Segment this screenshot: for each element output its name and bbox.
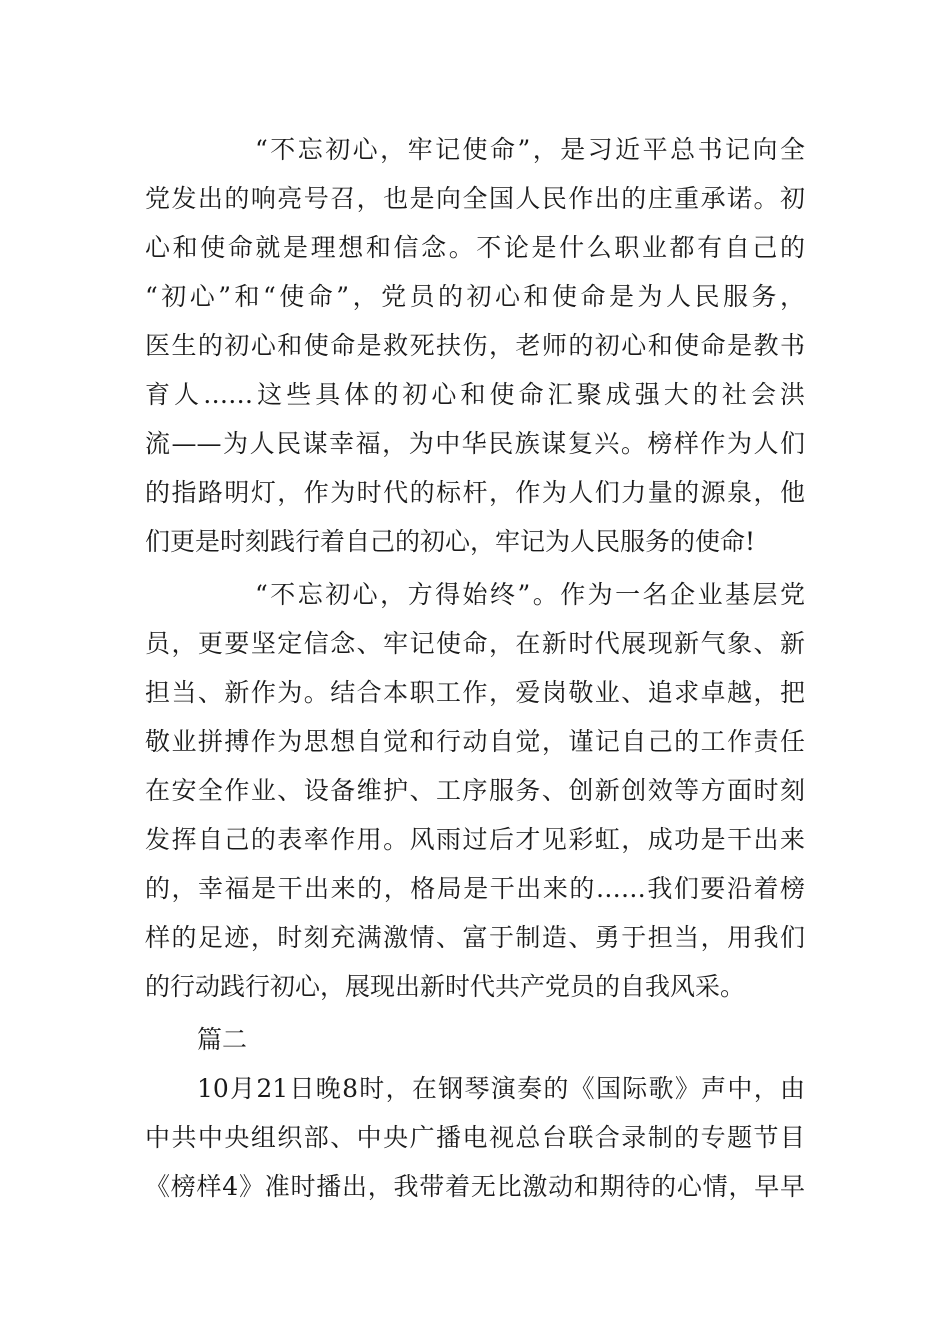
paragraph-2-line-6: 发挥自己的表率作用。风雨过后才见彩虹，成功是干出来 <box>145 825 805 854</box>
paragraph-1-line-5: 医生的初心和使命是救死扶伤，老师的初心和使命是教书 <box>145 331 805 360</box>
paragraph-1-line-4: “初心”和“使命”，党员的初心和使命是为人民服务， <box>145 282 805 311</box>
paragraph-2-line-7: 的，幸福是干出来的，格局是干出来的……我们要沿着榜 <box>145 874 805 903</box>
paragraph-1-line-7: 流——为人民谋幸福，为中华民族谋复兴。榜样作为人们 <box>145 429 805 458</box>
paragraph-1-line-9: 们更是时刻践行着自己的初心，牢记为人民服务的使命! <box>145 527 756 556</box>
paragraph-1-line-8: 的指路明灯，作为时代的标杆，作为人们力量的源泉，他 <box>145 478 805 507</box>
paragraph-2-line-5: 在安全作业、设备维护、工序服务、创新创效等方面时刻 <box>145 776 805 805</box>
paragraph-2-line-1: “不忘初心，方得始终”。作为一名企业基层党 <box>255 580 805 609</box>
paragraph-2-line-8: 样的足迹，时刻充满激情、富于制造、勇于担当，用我们 <box>145 923 805 952</box>
section-heading: 篇二 <box>197 1025 248 1054</box>
paragraph-3-line-3: 《榜样4》准时播出，我带着无比激动和期待的心情，早早 <box>145 1172 805 1201</box>
paragraph-3-line-1: 10月21日晚8时，在钢琴演奏的《国际歌》声中，由 <box>197 1074 805 1103</box>
paragraph-1-line-6: 育人……这些具体的初心和使命汇聚成强大的社会洪 <box>145 380 805 409</box>
paragraph-2-line-4: 敬业拼搏作为思想自觉和行动自觉，谨记自己的工作责任 <box>145 727 805 756</box>
paragraph-2-line-3: 担当、新作为。结合本职工作，爱岗敬业、追求卓越，把 <box>145 678 805 707</box>
paragraph-1-line-2: 党发出的响亮号召，也是向全国人民作出的庄重承诺。初 <box>145 184 805 213</box>
paragraph-2-line-9: 的行动践行初心，展现出新时代共产党员的自我风采。 <box>145 972 746 1001</box>
paragraph-1-line-1: “不忘初心，牢记使命”，是习近平总书记向全 <box>255 135 805 164</box>
paragraph-1-line-3: 心和使命就是理想和信念。不论是什么职业都有自己的 <box>145 233 805 262</box>
paragraph-3-line-2: 中共中央组织部、中央广播电视总台联合录制的专题节目 <box>145 1123 805 1152</box>
paragraph-2-line-2: 员，更要坚定信念、牢记使命，在新时代展现新气象、新 <box>145 629 805 658</box>
